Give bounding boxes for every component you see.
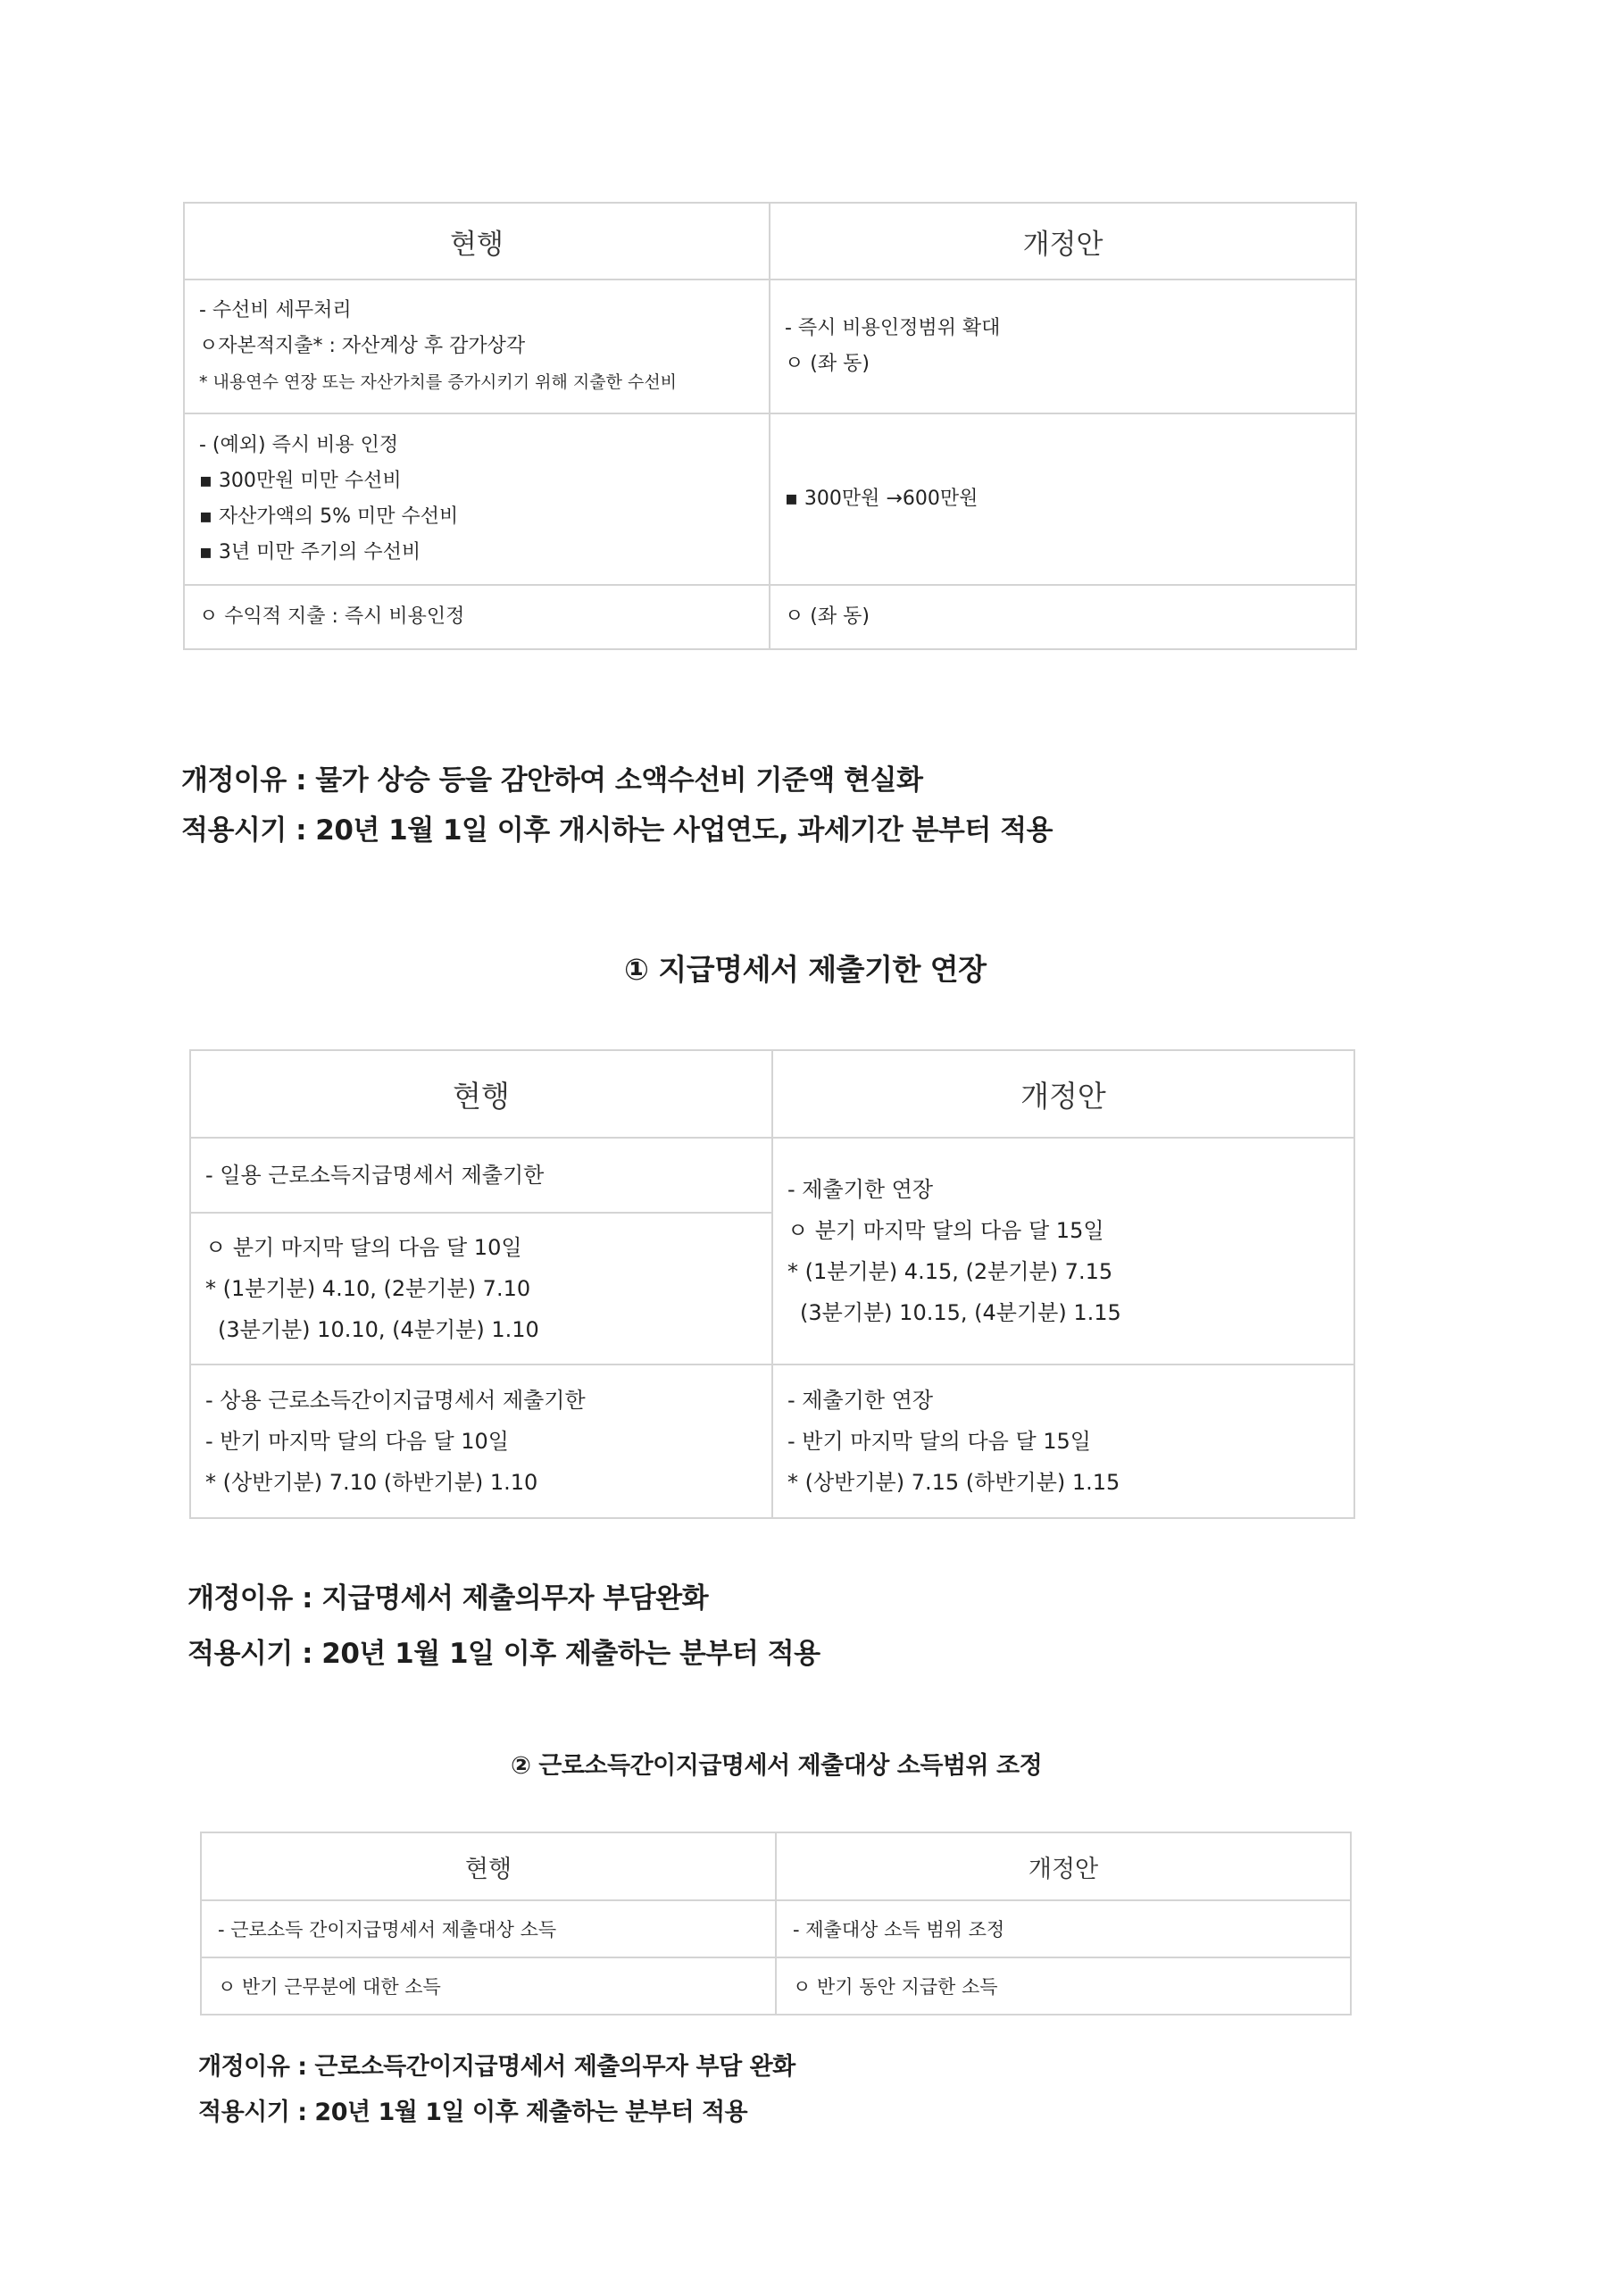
section-title: ① 지급명세서 제출기한 연장 [624, 952, 987, 987]
cell-current [190, 1213, 772, 1364]
cell-proposed: - 제출대상 소득 범위 조정 [776, 1900, 1351, 1957]
table-header-row [201, 1832, 1351, 1900]
cell-text: * (1분기분) 4.15, (2분기분) 7.15 [787, 1259, 1113, 1284]
table-row [201, 1900, 1351, 1957]
cell-proposed [770, 413, 1356, 585]
cell-text: - (예외) 즉시 비용 인정 [199, 434, 399, 456]
table-row [190, 1364, 1354, 1518]
cell-current: - 근로소득 간이지급명세서 제출대상 소득 [201, 1900, 776, 1957]
application-timing: 적용시기 : 20년 1월 1일 이후 개시하는 사업연도, 과세기간 분부터 적용 [181, 814, 1053, 847]
cell-text: ▪ 3년 미만 주기의 수선비 [199, 541, 421, 563]
cell-proposed: ㅇ 반기 동안 지급한 소득 [776, 1957, 1351, 2015]
cell-text: (3분기분) 10.10, (4분기분) 1.10 [218, 1317, 539, 1342]
comparison-table-payment-statement [189, 1049, 1355, 1519]
cell-text: - 일용 근로소득지급명세서 제출기한 [205, 1163, 545, 1188]
cell-proposed-merged [772, 1138, 1354, 1364]
cell-text: - 반기 마지막 달의 다음 달 15일 [787, 1429, 1091, 1454]
comparison-table-income-scope [200, 1832, 1352, 2015]
cell-proposed [770, 280, 1356, 413]
table-row [201, 1957, 1351, 2015]
cell-text: * (상반기분) 7.10 (하반기분) 1.10 [205, 1470, 538, 1495]
cell-current: ㅇ 반기 근무분에 대한 소득 [201, 1957, 776, 2015]
application-timing: 적용시기 : 20년 1월 1일 이후 제출하는 분부터 적용 [187, 1638, 820, 1670]
header-proposed: 개정안 [772, 1050, 1354, 1138]
header-proposed: 개정안 [776, 1832, 1351, 1900]
revision-reason: 개정이유 : 지급명세서 제출의무자 부담완화 [187, 1582, 709, 1615]
cell-text: - 상용 근로소득간이지급명세서 제출기한 [205, 1388, 586, 1413]
table-row [190, 1138, 1354, 1213]
cell-text: ㅇ (좌 동) [785, 353, 870, 375]
header-proposed: 개정안 [770, 203, 1356, 280]
cell-text: ㅇ 분기 마지막 달의 다음 달 10일 [205, 1235, 522, 1260]
revision-reason: 개정이유 : 근로소득간이지급명세서 제출의무자 부담 완화 [198, 2053, 795, 2081]
section-title: ② 근로소득간이지급명세서 제출대상 소득범위 조정 [511, 1752, 1043, 1780]
application-timing: 적용시기 : 20년 1월 1일 이후 제출하는 분부터 적용 [198, 2099, 748, 2126]
cell-current [190, 1138, 772, 1213]
cell-text: * (상반기분) 7.15 (하반기분) 1.15 [787, 1470, 1120, 1495]
cell-text: ▪ 자산가액의 5% 미만 수선비 [199, 505, 459, 528]
cell-text: ▪ 300만원 미만 수선비 [199, 470, 402, 492]
cell-text: - 제출기한 연장 [787, 1388, 934, 1413]
cell-proposed [772, 1364, 1354, 1518]
cell-text: ㅇ자본적지출* : 자산계상 후 감가상각 [199, 335, 526, 357]
cell-current [184, 280, 770, 413]
cell-text: - 제출기한 연장 [787, 1177, 934, 1202]
cell-current [190, 1364, 772, 1518]
cell-text: ▪ 300만원 →600만원 [785, 488, 979, 510]
table-header-row [190, 1050, 1354, 1138]
cell-text: ㅇ 분기 마지막 달의 다음 달 15일 [787, 1218, 1104, 1243]
cell-text: - 반기 마지막 달의 다음 달 10일 [205, 1429, 509, 1454]
cell-proposed [770, 585, 1356, 649]
cell-text: - 수선비 세무처리 [199, 299, 352, 321]
comparison-table-repair-cost [183, 202, 1357, 650]
cell-current [184, 413, 770, 585]
cell-text: ㅇ (좌 동) [785, 605, 870, 628]
cell-text: - 즉시 비용인정범위 확대 [785, 317, 1001, 339]
table-row [184, 585, 1356, 649]
footnote-text: * 내용연수 연장 또는 자산가치를 증가시키기 위해 지출한 수선비 [199, 372, 678, 392]
header-current: 현행 [201, 1832, 776, 1900]
cell-text: ㅇ 수익적 지출 : 즉시 비용인정 [199, 605, 465, 628]
header-current: 현행 [184, 203, 770, 280]
cell-current [184, 585, 770, 649]
table-row [184, 280, 1356, 413]
revision-reason: 개정이유 : 물가 상승 등을 감안하여 소액수선비 기준액 현실화 [181, 764, 923, 797]
cell-text: * (1분기분) 4.10, (2분기분) 7.10 [205, 1276, 531, 1301]
table-header-row [184, 203, 1356, 280]
cell-text: (3분기분) 10.15, (4분기분) 1.15 [800, 1300, 1121, 1325]
table-row [184, 413, 1356, 585]
header-current: 현행 [190, 1050, 772, 1138]
